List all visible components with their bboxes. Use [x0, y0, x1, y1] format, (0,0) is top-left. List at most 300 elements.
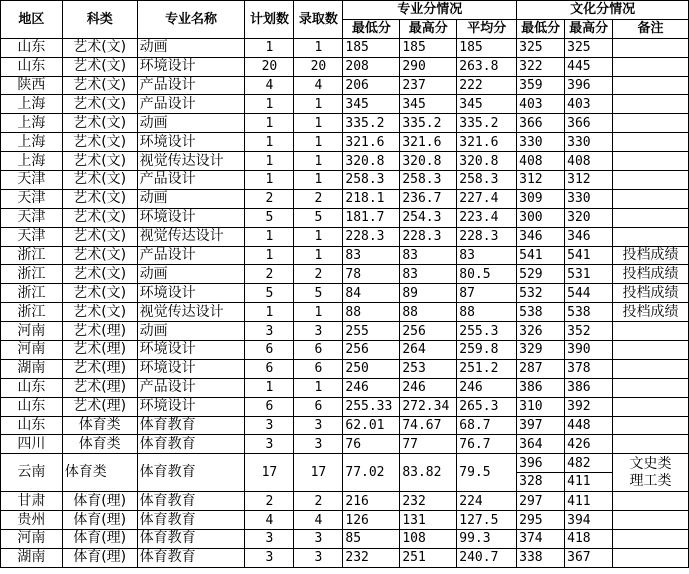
major-cell: 环境设计	[137, 359, 245, 378]
pro-min-cell: 76	[343, 435, 400, 454]
pro-min-cell: 85	[343, 529, 400, 548]
pro-avg-cell: 87	[457, 284, 517, 303]
region-cell: 天津	[1, 227, 63, 246]
pro-max-cell: 253	[400, 359, 457, 378]
category-cell: 体育类	[62, 416, 137, 435]
table-row	[1, 359, 689, 378]
pro-avg-cell: 321.6	[457, 133, 517, 152]
table-row	[1, 95, 689, 114]
cul-min-cell: 532	[517, 284, 565, 303]
region-cell: 云南	[1, 454, 63, 492]
header-admitted: 录取数	[294, 1, 343, 39]
pro-min-cell: 320.8	[343, 152, 400, 171]
admitted-cell: 5	[294, 208, 343, 227]
pro-avg-cell: 185	[457, 38, 517, 57]
pro-max-cell: 88	[400, 303, 457, 322]
header-cul-max: 最高分	[565, 19, 613, 38]
note-cell	[613, 492, 689, 511]
table-row	[1, 189, 689, 208]
pro-min-cell: 258.3	[343, 171, 400, 190]
region-cell: 山东	[1, 38, 63, 57]
note-cell: 投档成绩	[613, 284, 689, 303]
region-cell: 陕西	[1, 76, 63, 95]
plan-cell: 1	[245, 378, 294, 397]
cul-min-cell: 287	[517, 359, 565, 378]
pro-avg-cell: 228.3	[457, 227, 517, 246]
pro-avg-cell: 79.5	[457, 454, 517, 492]
plan-cell: 1	[245, 114, 294, 133]
note-cell	[613, 454, 689, 492]
header-region: 地区	[1, 1, 63, 39]
admitted-cell: 1	[294, 114, 343, 133]
plan-cell: 1	[245, 38, 294, 57]
cul-max-cell: 445	[565, 57, 613, 76]
pro-max-cell: 74.67	[400, 416, 457, 435]
region-cell: 甘肃	[1, 492, 63, 511]
cul-max-cell-top: 482	[567, 456, 591, 472]
cul-min-cell-top: 396	[519, 456, 543, 472]
pro-min-cell: 88	[343, 303, 400, 322]
pro-max-cell: 83	[400, 265, 457, 284]
pro-min-cell: 255	[343, 322, 400, 341]
note-cell	[613, 152, 689, 171]
admitted-cell: 1	[294, 133, 343, 152]
pro-max-cell: 89	[400, 284, 457, 303]
cul-min-cell: 300	[517, 208, 565, 227]
table-row	[1, 322, 689, 341]
major-cell: 动画	[137, 189, 245, 208]
header-cul-group: 文化分情况	[517, 1, 689, 20]
cul-max-cell: 320	[565, 208, 613, 227]
cul-min-cell: 359	[517, 76, 565, 95]
pro-avg-cell: 258.3	[457, 171, 517, 190]
major-cell: 环境设计	[137, 57, 245, 76]
pro-avg-cell: 88	[457, 303, 517, 322]
category-cell: 体育(理)	[62, 511, 137, 530]
region-cell: 湖南	[1, 548, 63, 567]
region-cell: 浙江	[1, 303, 63, 322]
pro-max-cell: 236.7	[400, 189, 457, 208]
plan-cell: 5	[245, 208, 294, 227]
cul-min-cell: 329	[517, 341, 565, 360]
table-row	[1, 133, 689, 152]
admitted-cell: 2	[294, 189, 343, 208]
pro-min-cell: 208	[343, 57, 400, 76]
major-cell: 环境设计	[137, 397, 245, 416]
table-row	[1, 492, 689, 511]
pro-min-cell: 218.1	[343, 189, 400, 208]
region-cell: 四川	[1, 435, 63, 454]
region-cell: 天津	[1, 171, 63, 190]
note-cell-top: 文史类	[629, 455, 672, 472]
cul-min-cell-bottom: 328	[517, 472, 564, 490]
pro-avg-cell: 224	[457, 492, 517, 511]
admitted-cell: 3	[294, 322, 343, 341]
cul-max-cell: 541	[565, 246, 613, 265]
category-cell: 艺术(文)	[62, 57, 137, 76]
major-cell: 体育教育	[137, 511, 245, 530]
pro-avg-cell: 335.2	[457, 114, 517, 133]
admitted-cell: 4	[294, 511, 343, 530]
admitted-cell: 1	[294, 378, 343, 397]
major-cell: 环境设计	[137, 133, 245, 152]
cul-max-cell: 352	[565, 322, 613, 341]
major-cell: 产品设计	[137, 76, 245, 95]
pro-min-cell: 126	[343, 511, 400, 530]
pro-max-cell: 320.8	[400, 152, 457, 171]
cul-min-cell: 322	[517, 57, 565, 76]
note-cell: 投档成绩	[613, 303, 689, 322]
note-cell	[613, 95, 689, 114]
cul-min-cell: 297	[517, 492, 565, 511]
pro-min-cell: 228.3	[343, 227, 400, 246]
cul-max-cell: 390	[565, 341, 613, 360]
note-cell	[613, 511, 689, 530]
cul-min-cell: 346	[517, 227, 565, 246]
note-cell	[613, 57, 689, 76]
region-cell: 山东	[1, 416, 63, 435]
cul-min-cell: 397	[517, 416, 565, 435]
header-pro-max: 最高分	[400, 19, 457, 38]
plan-cell: 4	[245, 511, 294, 530]
pro-min-cell: 345	[343, 95, 400, 114]
table-row	[1, 548, 689, 567]
major-cell: 视觉传达设计	[137, 227, 245, 246]
plan-cell: 2	[245, 189, 294, 208]
region-cell: 河南	[1, 322, 63, 341]
pro-avg-cell: 251.2	[457, 359, 517, 378]
pro-max-cell: 256	[400, 322, 457, 341]
note-cell	[613, 133, 689, 152]
table-row	[1, 303, 689, 322]
cul-max-cell-bottom: 411	[565, 472, 612, 490]
plan-cell: 4	[245, 76, 294, 95]
pro-max-cell: 251	[400, 548, 457, 567]
major-cell: 视觉传达设计	[137, 152, 245, 171]
pro-avg-cell: 68.7	[457, 416, 517, 435]
cul-max-cell: 366	[565, 114, 613, 133]
table-row	[1, 57, 689, 76]
note-cell	[613, 114, 689, 133]
category-cell: 艺术(文)	[62, 38, 137, 57]
table-row	[1, 246, 689, 265]
cul-min-cell: 538	[517, 303, 565, 322]
note-cell	[613, 359, 689, 378]
major-cell: 体育教育	[137, 548, 245, 567]
plan-cell: 3	[245, 322, 294, 341]
table-row	[1, 378, 689, 397]
admitted-cell: 1	[294, 171, 343, 190]
region-cell: 天津	[1, 208, 63, 227]
pro-max-cell: 108	[400, 529, 457, 548]
note-cell	[613, 529, 689, 548]
pro-avg-cell: 227.4	[457, 189, 517, 208]
table-row-yunnan	[1, 454, 689, 492]
cul-max-cell: 378	[565, 359, 613, 378]
cul-min-cell: 386	[517, 378, 565, 397]
table-row	[1, 284, 689, 303]
category-cell: 艺术(理)	[62, 359, 137, 378]
pro-min-cell: 206	[343, 76, 400, 95]
category-cell: 艺术(文)	[62, 152, 137, 171]
header-category: 科类	[62, 1, 137, 39]
table-row	[1, 341, 689, 360]
pro-min-cell: 232	[343, 548, 400, 567]
header-row-1	[1, 1, 689, 20]
header-pro-avg: 平均分	[457, 19, 517, 38]
pro-min-cell: 83	[343, 246, 400, 265]
major-cell: 动画	[137, 265, 245, 284]
cul-min-cell: 330	[517, 133, 565, 152]
pro-min-cell: 335.2	[343, 114, 400, 133]
pro-max-cell: 290	[400, 57, 457, 76]
cul-max-cell: 325	[565, 38, 613, 57]
pro-max-cell: 246	[400, 378, 457, 397]
category-cell: 艺术(文)	[62, 171, 137, 190]
plan-cell: 2	[245, 265, 294, 284]
pro-max-cell: 272.34	[400, 397, 457, 416]
note-cell	[613, 435, 689, 454]
admitted-cell: 6	[294, 397, 343, 416]
note-cell	[613, 397, 689, 416]
category-cell: 艺术(文)	[62, 208, 137, 227]
plan-cell: 1	[245, 171, 294, 190]
pro-max-cell: 83	[400, 246, 457, 265]
cul-min-cell: 338	[517, 548, 565, 567]
table-row	[1, 114, 689, 133]
pro-avg-cell: 265.3	[457, 397, 517, 416]
pro-avg-cell: 246	[457, 378, 517, 397]
table-row	[1, 265, 689, 284]
cul-min-cell: 403	[517, 95, 565, 114]
category-cell: 艺术(文)	[62, 133, 137, 152]
category-cell: 体育(理)	[62, 529, 137, 548]
pro-max-cell: 237	[400, 76, 457, 95]
region-cell: 贵州	[1, 511, 63, 530]
admitted-cell: 1	[294, 303, 343, 322]
cul-min-cell: 541	[517, 246, 565, 265]
admitted-cell: 1	[294, 152, 343, 171]
major-cell: 产品设计	[137, 378, 245, 397]
category-cell: 艺术(理)	[62, 397, 137, 416]
major-cell: 视觉传达设计	[137, 303, 245, 322]
pro-min-cell: 78	[343, 265, 400, 284]
admitted-cell: 3	[294, 548, 343, 567]
cul-min-cell	[517, 454, 565, 492]
category-cell: 艺术(文)	[62, 76, 137, 95]
admitted-cell: 1	[294, 38, 343, 57]
note-cell-bottom: 理工类	[629, 472, 672, 489]
cul-max-cell: 411	[565, 492, 613, 511]
cul-min-cell: 295	[517, 511, 565, 530]
admitted-cell: 4	[294, 76, 343, 95]
admitted-cell: 5	[294, 284, 343, 303]
plan-cell: 20	[245, 57, 294, 76]
note-cell	[613, 548, 689, 567]
major-cell: 环境设计	[137, 208, 245, 227]
major-cell: 动画	[137, 38, 245, 57]
region-cell: 浙江	[1, 246, 63, 265]
plan-cell: 6	[245, 341, 294, 360]
table-row	[1, 208, 689, 227]
pro-min-cell: 185	[343, 38, 400, 57]
cul-max-cell: 330	[565, 189, 613, 208]
region-cell: 河南	[1, 341, 63, 360]
pro-avg-cell: 83	[457, 246, 517, 265]
pro-max-cell: 345	[400, 95, 457, 114]
cul-min-cell: 364	[517, 435, 565, 454]
pro-max-cell: 321.6	[400, 133, 457, 152]
major-cell: 动画	[137, 322, 245, 341]
cul-min-cell: 325	[517, 38, 565, 57]
pro-avg-cell: 99.3	[457, 529, 517, 548]
plan-cell: 3	[245, 416, 294, 435]
header-major: 专业名称	[137, 1, 245, 39]
cul-max-cell: 544	[565, 284, 613, 303]
category-cell: 艺术(文)	[62, 284, 137, 303]
pro-avg-cell: 80.5	[457, 265, 517, 284]
cul-min-cell: 529	[517, 265, 565, 284]
category-cell: 艺术(文)	[62, 95, 137, 114]
admitted-cell: 2	[294, 265, 343, 284]
table-row	[1, 171, 689, 190]
admitted-cell: 1	[294, 95, 343, 114]
major-cell: 环境设计	[137, 341, 245, 360]
admitted-cell: 6	[294, 341, 343, 360]
plan-cell: 17	[245, 454, 294, 492]
plan-cell: 1	[245, 303, 294, 322]
plan-cell: 3	[245, 548, 294, 567]
pro-min-cell: 77.02	[343, 454, 400, 492]
admitted-cell: 1	[294, 227, 343, 246]
pro-min-cell: 62.01	[343, 416, 400, 435]
plan-cell: 6	[245, 397, 294, 416]
pro-avg-cell: 345	[457, 95, 517, 114]
note-cell	[613, 341, 689, 360]
major-cell: 环境设计	[137, 284, 245, 303]
admitted-cell: 3	[294, 435, 343, 454]
table-row	[1, 511, 689, 530]
note-cell	[613, 208, 689, 227]
table-row	[1, 416, 689, 435]
note-cell	[613, 189, 689, 208]
admitted-cell: 6	[294, 359, 343, 378]
pro-max-cell: 264	[400, 341, 457, 360]
pro-max-cell: 254.3	[400, 208, 457, 227]
cul-max-cell: 408	[565, 152, 613, 171]
cul-max-cell: 367	[565, 548, 613, 567]
cul-max-cell	[565, 454, 613, 492]
region-cell: 天津	[1, 189, 63, 208]
plan-cell: 1	[245, 95, 294, 114]
pro-min-cell: 321.6	[343, 133, 400, 152]
pro-avg-cell: 320.8	[457, 152, 517, 171]
header-note: 备注	[613, 19, 689, 38]
cul-max-cell: 396	[565, 76, 613, 95]
note-cell	[613, 378, 689, 397]
table-row	[1, 529, 689, 548]
major-cell: 体育教育	[137, 529, 245, 548]
plan-cell: 2	[245, 492, 294, 511]
category-cell: 艺术(文)	[62, 114, 137, 133]
admitted-cell: 2	[294, 492, 343, 511]
table-row	[1, 397, 689, 416]
category-cell: 艺术(文)	[62, 265, 137, 284]
pro-max-cell: 258.3	[400, 171, 457, 190]
cul-max-cell: 386	[565, 378, 613, 397]
cul-max-cell: 346	[565, 227, 613, 246]
pro-min-cell: 250	[343, 359, 400, 378]
cul-min-cell: 312	[517, 171, 565, 190]
cul-max-cell: 418	[565, 529, 613, 548]
admitted-cell: 3	[294, 416, 343, 435]
pro-avg-cell: 263.8	[457, 57, 517, 76]
admitted-cell: 20	[294, 57, 343, 76]
region-cell: 上海	[1, 152, 63, 171]
pro-avg-cell: 259.8	[457, 341, 517, 360]
region-cell: 湖南	[1, 359, 63, 378]
pro-avg-cell: 255.3	[457, 322, 517, 341]
pro-min-cell: 255.33	[343, 397, 400, 416]
major-cell: 产品设计	[137, 171, 245, 190]
major-cell: 产品设计	[137, 246, 245, 265]
cul-max-cell: 426	[565, 435, 613, 454]
pro-min-cell: 246	[343, 378, 400, 397]
plan-cell: 5	[245, 284, 294, 303]
note-cell	[613, 416, 689, 435]
category-cell: 艺术(文)	[62, 227, 137, 246]
note-cell	[613, 171, 689, 190]
cul-max-cell: 531	[565, 265, 613, 284]
region-cell: 山东	[1, 397, 63, 416]
cul-max-cell: 394	[565, 511, 613, 530]
category-cell: 艺术(理)	[62, 378, 137, 397]
header-pro-group: 专业分情况	[343, 1, 517, 20]
region-cell: 上海	[1, 114, 63, 133]
cul-max-cell: 448	[565, 416, 613, 435]
region-cell: 上海	[1, 133, 63, 152]
header-plan: 计划数	[245, 1, 294, 39]
pro-max-cell: 335.2	[400, 114, 457, 133]
cul-max-cell: 330	[565, 133, 613, 152]
cul-max-cell: 312	[565, 171, 613, 190]
table-row	[1, 435, 689, 454]
region-cell: 浙江	[1, 265, 63, 284]
pro-avg-cell: 127.5	[457, 511, 517, 530]
table-row	[1, 227, 689, 246]
category-cell: 体育(理)	[62, 492, 137, 511]
table-row	[1, 38, 689, 57]
note-cell	[613, 322, 689, 341]
cul-min-cell: 310	[517, 397, 565, 416]
cul-min-cell: 408	[517, 152, 565, 171]
plan-cell: 1	[245, 227, 294, 246]
major-cell: 体育教育	[137, 492, 245, 511]
major-cell: 体育教育	[137, 435, 245, 454]
category-cell: 艺术(文)	[62, 246, 137, 265]
pro-min-cell: 181.7	[343, 208, 400, 227]
major-cell: 动画	[137, 114, 245, 133]
region-cell: 河南	[1, 529, 63, 548]
note-cell: 投档成绩	[613, 265, 689, 284]
admitted-cell: 3	[294, 529, 343, 548]
category-cell: 体育(理)	[62, 548, 137, 567]
major-cell: 体育教育	[137, 416, 245, 435]
cul-min-cell: 326	[517, 322, 565, 341]
pro-min-cell: 216	[343, 492, 400, 511]
note-cell: 投档成绩	[613, 246, 689, 265]
region-cell: 上海	[1, 95, 63, 114]
